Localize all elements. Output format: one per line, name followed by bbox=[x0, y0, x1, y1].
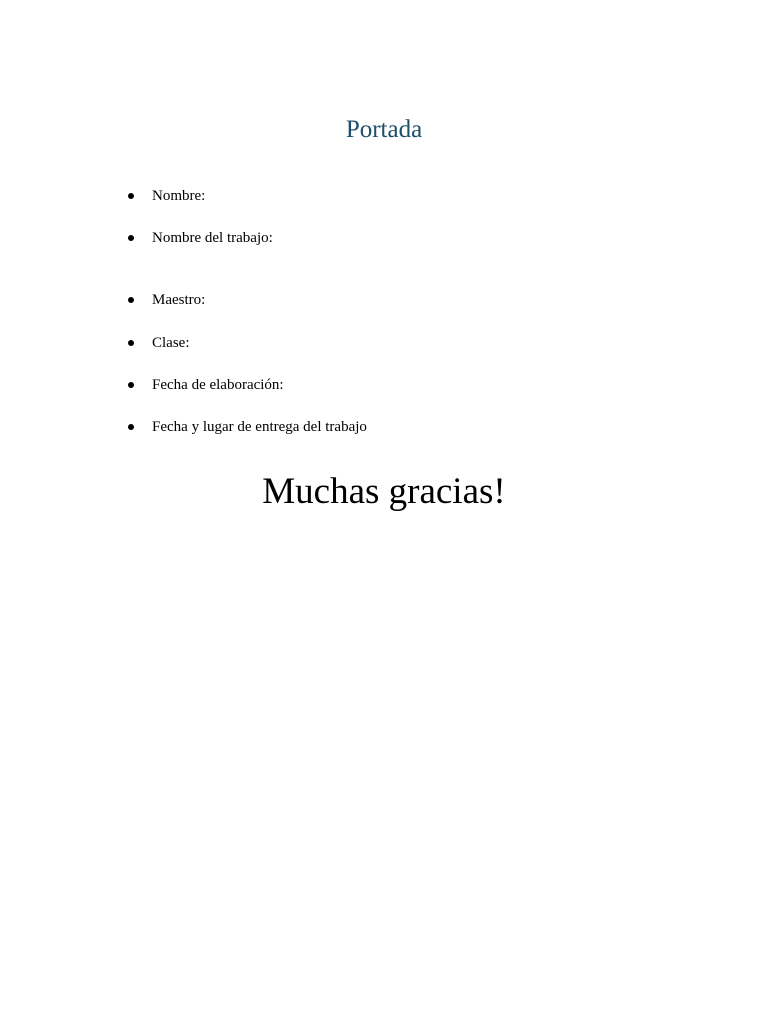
list-item-label: Nombre: bbox=[152, 188, 206, 204]
list-item-label: Fecha de elaboración: bbox=[152, 377, 284, 393]
page-title: Portada bbox=[345, 116, 423, 143]
bullet-icon bbox=[128, 297, 134, 303]
bullet-icon bbox=[128, 424, 134, 430]
bullet-icon bbox=[128, 340, 134, 346]
bullet-icon bbox=[128, 235, 134, 241]
list-item-label: Clase: bbox=[152, 335, 190, 351]
list-item-label: Maestro: bbox=[152, 292, 206, 308]
bullet-icon bbox=[128, 193, 134, 199]
bullet-icon bbox=[128, 382, 134, 388]
list-item-label: Nombre del trabajo: bbox=[152, 230, 273, 246]
closing-message: Muchas gracias! bbox=[262, 471, 506, 512]
list-item-label: Fecha y lugar de entrega del trabajo bbox=[152, 419, 367, 435]
